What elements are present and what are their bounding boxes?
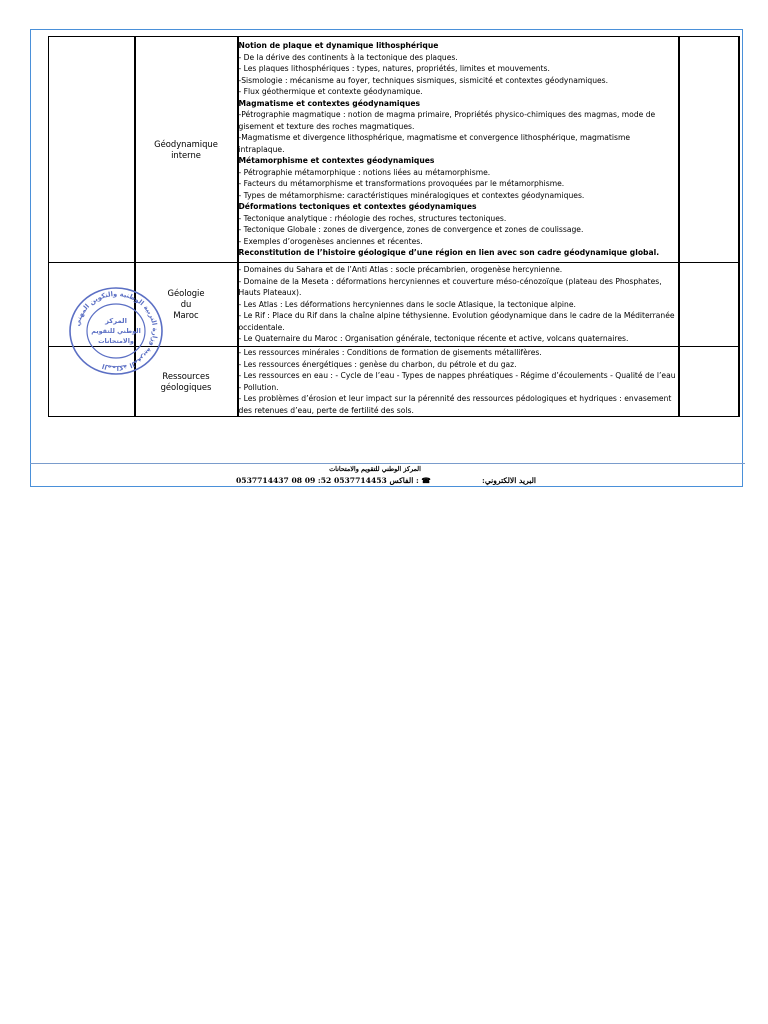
topic-cell: Géodynamique interne: [135, 37, 238, 263]
section-heading: Notion de plaque et dynamique lithosphérique: [238, 41, 439, 51]
content-line: - Le Quaternaire du Maroc : Organisation générale, tectonique récente et active, volcans quaternaires.: [238, 334, 629, 344]
footer-phones: 0537714437 08 09 :الفاكس 0537714453 52 : ☎: [236, 476, 431, 485]
stamp-center-line-1: المركز: [105, 317, 127, 325]
footer-email-label: :البريد الالكتروني: [482, 476, 536, 485]
section-heading: Métamorphisme et contextes géodynamiques: [238, 156, 435, 166]
section-heading: Déformations tectoniques et contextes géodynamiques: [238, 202, 477, 212]
content-line: -Sismologie : mécanisme au foyer, techniques sismiques, sismicité et contextes géodynamiques.: [238, 75, 609, 85]
topic-cell: Ressources géologiques: [135, 347, 238, 417]
stamp-outer-text: المملكة المغربية وزارة التربية الوطنية والتكوين المهني: [73, 289, 160, 373]
section-heading: Reconstitution de l’histoire géologique d’une région en lien avec son cadre géodynamique global.: [238, 248, 660, 258]
content-line: - Les ressources énergétiques : genèse du charbon, du pétrole et du gaz.: [238, 359, 517, 369]
content-line: - Les plaques lithosphériques : types, natures, propriétés, limites et mouvements.: [238, 64, 550, 74]
official-stamp: [67, 285, 165, 377]
content-line: -Pétrographie magmatique : notion de magma primaire, Propriétés physico-chimiques des magmas, mode de gisement et texture des roches magmatiques.: [238, 110, 656, 131]
content-line: - Tectonique Globale : zones de divergence, zones de convergence et zones de coulissage.: [238, 225, 584, 235]
content-line: - Facteurs du métamorphisme et transformations provoquées par le métamorphisme.: [238, 179, 565, 189]
content-line: - Tectonique analytique : rhéologie des roches, structures tectoniques.: [238, 213, 507, 223]
content-cell: [238, 37, 679, 263]
content-line: - Types de métamorphisme: caractéristiques minéralogiques et contextes géodynamiques.: [238, 190, 585, 200]
content-cell: [238, 347, 679, 417]
footer-center-title: المركز الوطني للتقويم والامتحانات: [329, 465, 421, 473]
content-line: - Flux géothermique et contexte géodynamique.: [238, 87, 423, 97]
blank-cell: [679, 347, 739, 417]
blank-cell: [679, 37, 739, 263]
content-line: - De la dérive des continents à la tectonique des plaques.: [238, 52, 458, 62]
content-line: - Domaines du Sahara et de l’Anti Atlas : socle précambrien, orogenèse hercynienne.: [238, 265, 563, 275]
stamp-center-line-3: والامتحانات: [98, 337, 134, 345]
blank-cell: [679, 263, 739, 347]
content-line: - Domaine de la Meseta : déformations hercyniennes et couverture méso-cénozoïque (plateau des Phosphates, Hauts Plateaux).: [238, 276, 662, 298]
content-line: - Les ressources minérales : Conditions de formation de gisements métallifères.: [238, 348, 542, 357]
footer-divider: [30, 463, 745, 464]
content-line: - Les ressources en eau : - Cycle de l’eau - Types de nappes phréatiques - Régime d’écoulements - Qualité de l’eau - Pollution.: [238, 371, 676, 392]
content-cell: [238, 263, 679, 347]
table-row: [49, 37, 739, 263]
content-line: - Pétrographie métamorphique : notions liées au métamorphisme.: [238, 167, 491, 177]
content-line: - Le Rif : Place du Rif dans la chaîne alpine téthysienne. Evolution géodynamique dans le cadre de la Méditerranée occidentale.: [238, 311, 675, 332]
stamp-center-line-2: الوطني للتقويم: [91, 327, 141, 335]
section-heading: Magmatisme et contextes géodynamiques: [238, 98, 421, 108]
content-line: - Les problèmes d’érosion et leur impact sur la pérennité des ressources pédologiques et hydriques : envasement des retenues d’eau, perte de fertilité des sols.: [238, 394, 672, 415]
content-line: -Magmatisme et divergence lithosphérique, magmatisme et convergence lithosphérique, magmatisme intraplaque.: [238, 133, 631, 154]
blank-cell: [49, 37, 135, 263]
topic-cell: Géologie du Maroc: [135, 263, 238, 347]
content-line: - Exemples d’orogenèses anciennes et récentes.: [238, 236, 423, 246]
content-line: - Les Atlas : Les déformations hercyniennes dans le socle Atlasique, la tectonique alpine.: [238, 299, 576, 309]
